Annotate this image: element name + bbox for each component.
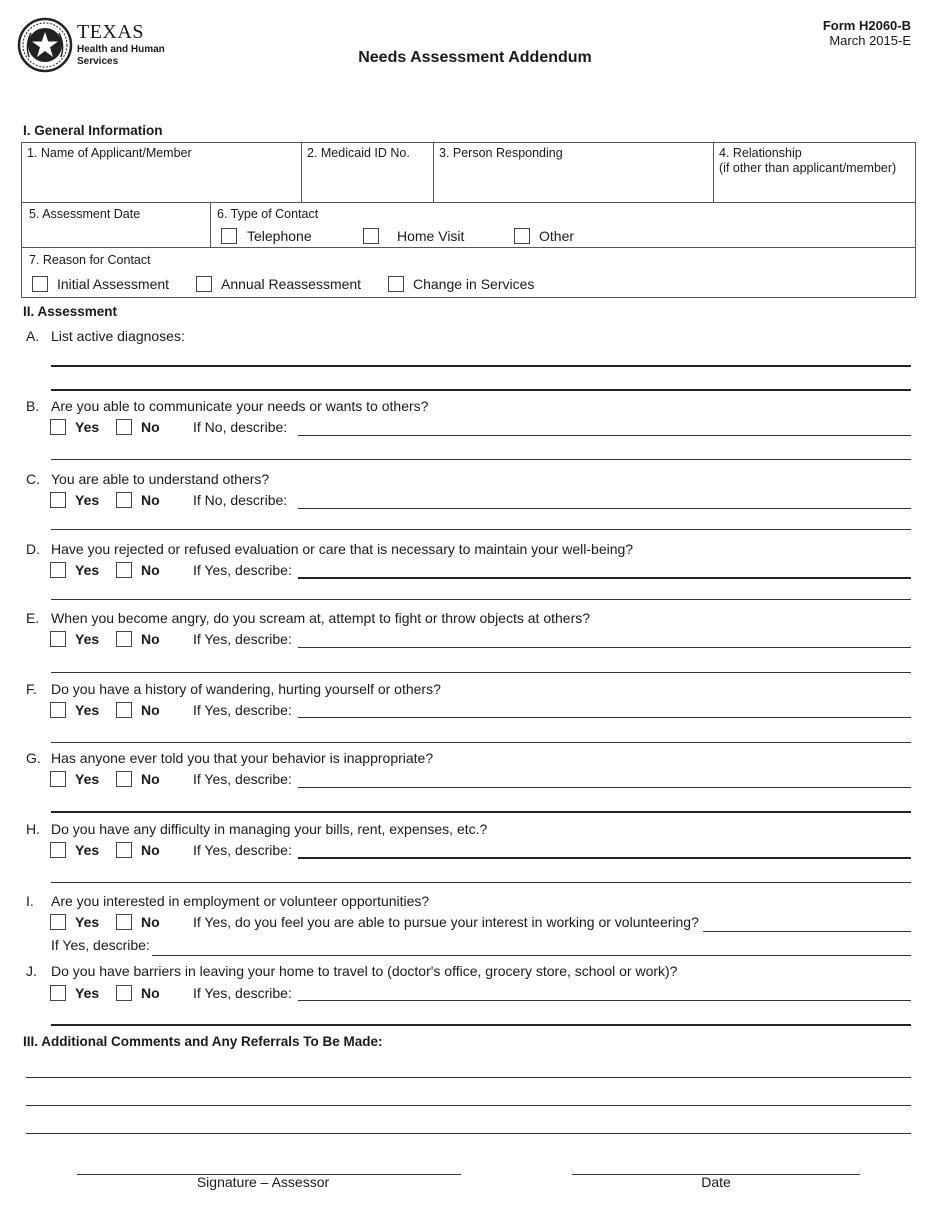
section-assessment-heading: II. Assessment xyxy=(23,304,118,319)
form-number: Form H2060-B xyxy=(822,18,911,33)
checkbox[interactable] xyxy=(116,419,132,435)
option-label: Change in Services xyxy=(413,276,535,292)
question-b-yes-option[interactable]: Yes xyxy=(50,419,99,435)
reason-initial-assessment-option[interactable] xyxy=(32,276,169,292)
checkbox[interactable] xyxy=(50,562,66,578)
row-divider xyxy=(22,247,915,248)
checkbox[interactable] xyxy=(116,771,132,787)
question-c-no-option[interactable]: No xyxy=(116,492,160,508)
checkbox[interactable] xyxy=(116,914,132,930)
describe-line[interactable] xyxy=(152,955,911,956)
form-date: March 2015-E xyxy=(829,33,911,48)
question-g-yes-option[interactable]: Yes xyxy=(50,771,99,787)
answer-line[interactable] xyxy=(51,459,911,460)
assessment-date-field[interactable] xyxy=(24,204,210,247)
assessment-date-label: 5. Assessment Date xyxy=(29,207,141,221)
checkbox[interactable] xyxy=(514,228,530,244)
relationship-field[interactable] xyxy=(714,143,914,202)
question-i-no-option[interactable]: No xyxy=(116,914,160,930)
question-letter: B. xyxy=(26,398,40,414)
applicant-name-field[interactable] xyxy=(22,143,301,202)
question-text: Have you rejected or refused evaluation or care that is necessary to maintain your well-being? xyxy=(51,541,634,557)
checkbox[interactable] xyxy=(116,631,132,647)
document-title: Needs Assessment Addendum xyxy=(358,49,592,66)
general-information-table xyxy=(21,142,916,298)
option-label: Initial Assessment xyxy=(57,276,170,292)
describe-label: If Yes, describe: xyxy=(193,842,292,858)
answer-line[interactable] xyxy=(51,742,911,743)
checkbox[interactable] xyxy=(50,771,66,787)
question-f-no-option[interactable]: No xyxy=(116,702,160,718)
checkbox[interactable] xyxy=(116,702,132,718)
checkbox[interactable] xyxy=(50,985,66,1001)
checkbox[interactable] xyxy=(50,492,66,508)
answer-line[interactable] xyxy=(51,389,911,391)
row-divider xyxy=(22,202,915,203)
describe-label: If Yes, describe: xyxy=(51,937,150,953)
comment-line[interactable] xyxy=(26,1105,911,1106)
describe-label: If Yes, describe: xyxy=(193,631,292,647)
question-d-no-option[interactable]: No xyxy=(116,562,160,578)
describe-label: If No, describe: xyxy=(193,492,288,508)
section-general-information-heading: I. General Information xyxy=(23,123,163,138)
question-e-yes-option[interactable]: Yes xyxy=(50,631,99,647)
comment-line[interactable] xyxy=(26,1077,911,1078)
reason-change-in-services-option[interactable] xyxy=(388,276,534,292)
contact-type-label: 6. Type of Contact xyxy=(217,207,319,221)
checkbox[interactable] xyxy=(363,228,379,244)
checkbox[interactable] xyxy=(50,631,66,647)
question-d-yes-option[interactable]: Yes xyxy=(50,562,99,578)
question-j-yes-option[interactable]: Yes xyxy=(50,985,99,1001)
pursue-interest-label: If Yes, do you feel you are able to pursue your interest in working or volunteering? xyxy=(193,914,699,930)
logo-agency-line2: Services xyxy=(77,56,119,67)
applicant-name-label: 1. Name of Applicant/Member xyxy=(27,146,192,160)
checkbox[interactable] xyxy=(116,842,132,858)
question-letter: F. xyxy=(26,681,37,697)
comment-line[interactable] xyxy=(26,1133,911,1134)
checkbox[interactable] xyxy=(50,842,66,858)
medicaid-id-field[interactable] xyxy=(302,143,433,202)
question-text: When you become angry, do you scream at, attempt to fight or throw objects at others? xyxy=(51,610,591,626)
question-letter: A. xyxy=(26,328,40,344)
answer-line[interactable] xyxy=(51,529,911,530)
question-text: You are able to understand others? xyxy=(51,471,270,487)
question-text: List active diagnoses: xyxy=(51,328,185,344)
question-letter: E. xyxy=(26,610,40,626)
question-letter: J. xyxy=(26,963,37,979)
describe-line[interactable] xyxy=(298,508,911,509)
person-responding-label: 3. Person Responding xyxy=(439,146,563,160)
describe-line[interactable] xyxy=(298,787,911,788)
describe-line[interactable] xyxy=(298,717,911,718)
checkbox[interactable] xyxy=(116,985,132,1001)
question-text: Do you have any difficulty in managing your bills, rent, expenses, etc.? xyxy=(51,821,488,837)
question-text: Are you interested in employment or volunteer opportunities? xyxy=(51,893,430,909)
answer-line[interactable] xyxy=(51,365,911,367)
question-f-yes-option[interactable]: Yes xyxy=(50,702,99,718)
logo-agency-line1: Health and Human xyxy=(77,44,165,55)
checkbox[interactable] xyxy=(196,276,212,292)
question-e-no-option[interactable]: No xyxy=(116,631,160,647)
question-letter: I. xyxy=(26,893,34,909)
answer-line[interactable] xyxy=(51,1024,911,1026)
date-label: Date xyxy=(701,1174,731,1190)
checkbox[interactable] xyxy=(221,228,237,244)
checkbox[interactable] xyxy=(116,492,132,508)
question-j-no-option[interactable]: No xyxy=(116,985,160,1001)
contact-type-telephone-option[interactable] xyxy=(221,228,312,244)
question-text: Has anyone ever told you that your behavior is inappropriate? xyxy=(51,750,434,766)
describe-label: If Yes, describe: xyxy=(193,702,292,718)
option-label: Home Visit xyxy=(397,228,465,244)
checkbox[interactable] xyxy=(116,562,132,578)
answer-line[interactable] xyxy=(51,672,911,673)
question-c-yes-option[interactable]: Yes xyxy=(50,492,99,508)
question-i-yes-option[interactable]: Yes xyxy=(50,914,99,930)
checkbox[interactable] xyxy=(50,419,66,435)
reason-annual-reassessment-option[interactable] xyxy=(196,276,361,292)
column-divider xyxy=(210,202,211,247)
describe-label: If Yes, describe: xyxy=(193,771,292,787)
question-letter: G. xyxy=(26,750,41,766)
checkbox[interactable] xyxy=(388,276,404,292)
question-text: Are you able to communicate your needs or wants to others? xyxy=(51,398,429,414)
describe-label: If Yes, describe: xyxy=(193,985,292,1001)
question-h-yes-option[interactable]: Yes xyxy=(50,842,99,858)
person-responding-field[interactable] xyxy=(434,143,713,202)
logo-state: TEXAS xyxy=(77,21,144,43)
answer-line[interactable] xyxy=(51,599,911,600)
relationship-label: 4. Relationship xyxy=(719,146,802,160)
describe-label: If No, describe: xyxy=(193,419,288,435)
answer-line[interactable] xyxy=(51,811,911,813)
checkbox[interactable] xyxy=(50,702,66,718)
describe-line[interactable] xyxy=(298,1000,911,1001)
describe-line[interactable] xyxy=(298,577,911,579)
assessor-signature-label: Signature – Assessor xyxy=(196,1174,330,1190)
question-b-no-option[interactable]: No xyxy=(116,419,160,435)
option-label: Telephone xyxy=(247,228,312,244)
question-text: Do you have a history of wandering, hurting yourself or others? xyxy=(51,681,441,697)
question-text: Do you have barriers in leaving your home to travel to (doctor's office, grocery store, school or work)? xyxy=(51,963,678,979)
pursue-interest-line[interactable] xyxy=(703,931,911,932)
checkbox[interactable] xyxy=(32,276,48,292)
medicaid-id-label: 2. Medicaid ID No. xyxy=(307,146,410,160)
describe-line[interactable] xyxy=(298,435,911,436)
question-letter: C. xyxy=(26,471,40,487)
question-letter: H. xyxy=(26,821,40,837)
contact-type-home-visit-option[interactable] xyxy=(363,228,464,244)
form-identifier xyxy=(823,18,911,48)
question-h-no-option[interactable]: No xyxy=(116,842,160,858)
contact-type-other-option[interactable] xyxy=(514,228,574,244)
describe-line[interactable] xyxy=(298,647,911,648)
question-letter: D. xyxy=(26,541,40,557)
checkbox[interactable] xyxy=(50,914,66,930)
describe-label: If Yes, describe: xyxy=(193,562,292,578)
describe-line[interactable] xyxy=(298,857,911,859)
contact-reason-label: 7. Reason for Contact xyxy=(29,253,151,267)
relationship-note: (if other than applicant/member) xyxy=(719,161,897,175)
option-label: Annual Reassessment xyxy=(221,276,362,292)
section-comments-heading: III. Additional Comments and Any Referrals To Be Made: xyxy=(23,1034,383,1049)
option-label: Other xyxy=(539,228,575,244)
question-g-no-option[interactable]: No xyxy=(116,771,160,787)
answer-line[interactable] xyxy=(51,882,911,883)
